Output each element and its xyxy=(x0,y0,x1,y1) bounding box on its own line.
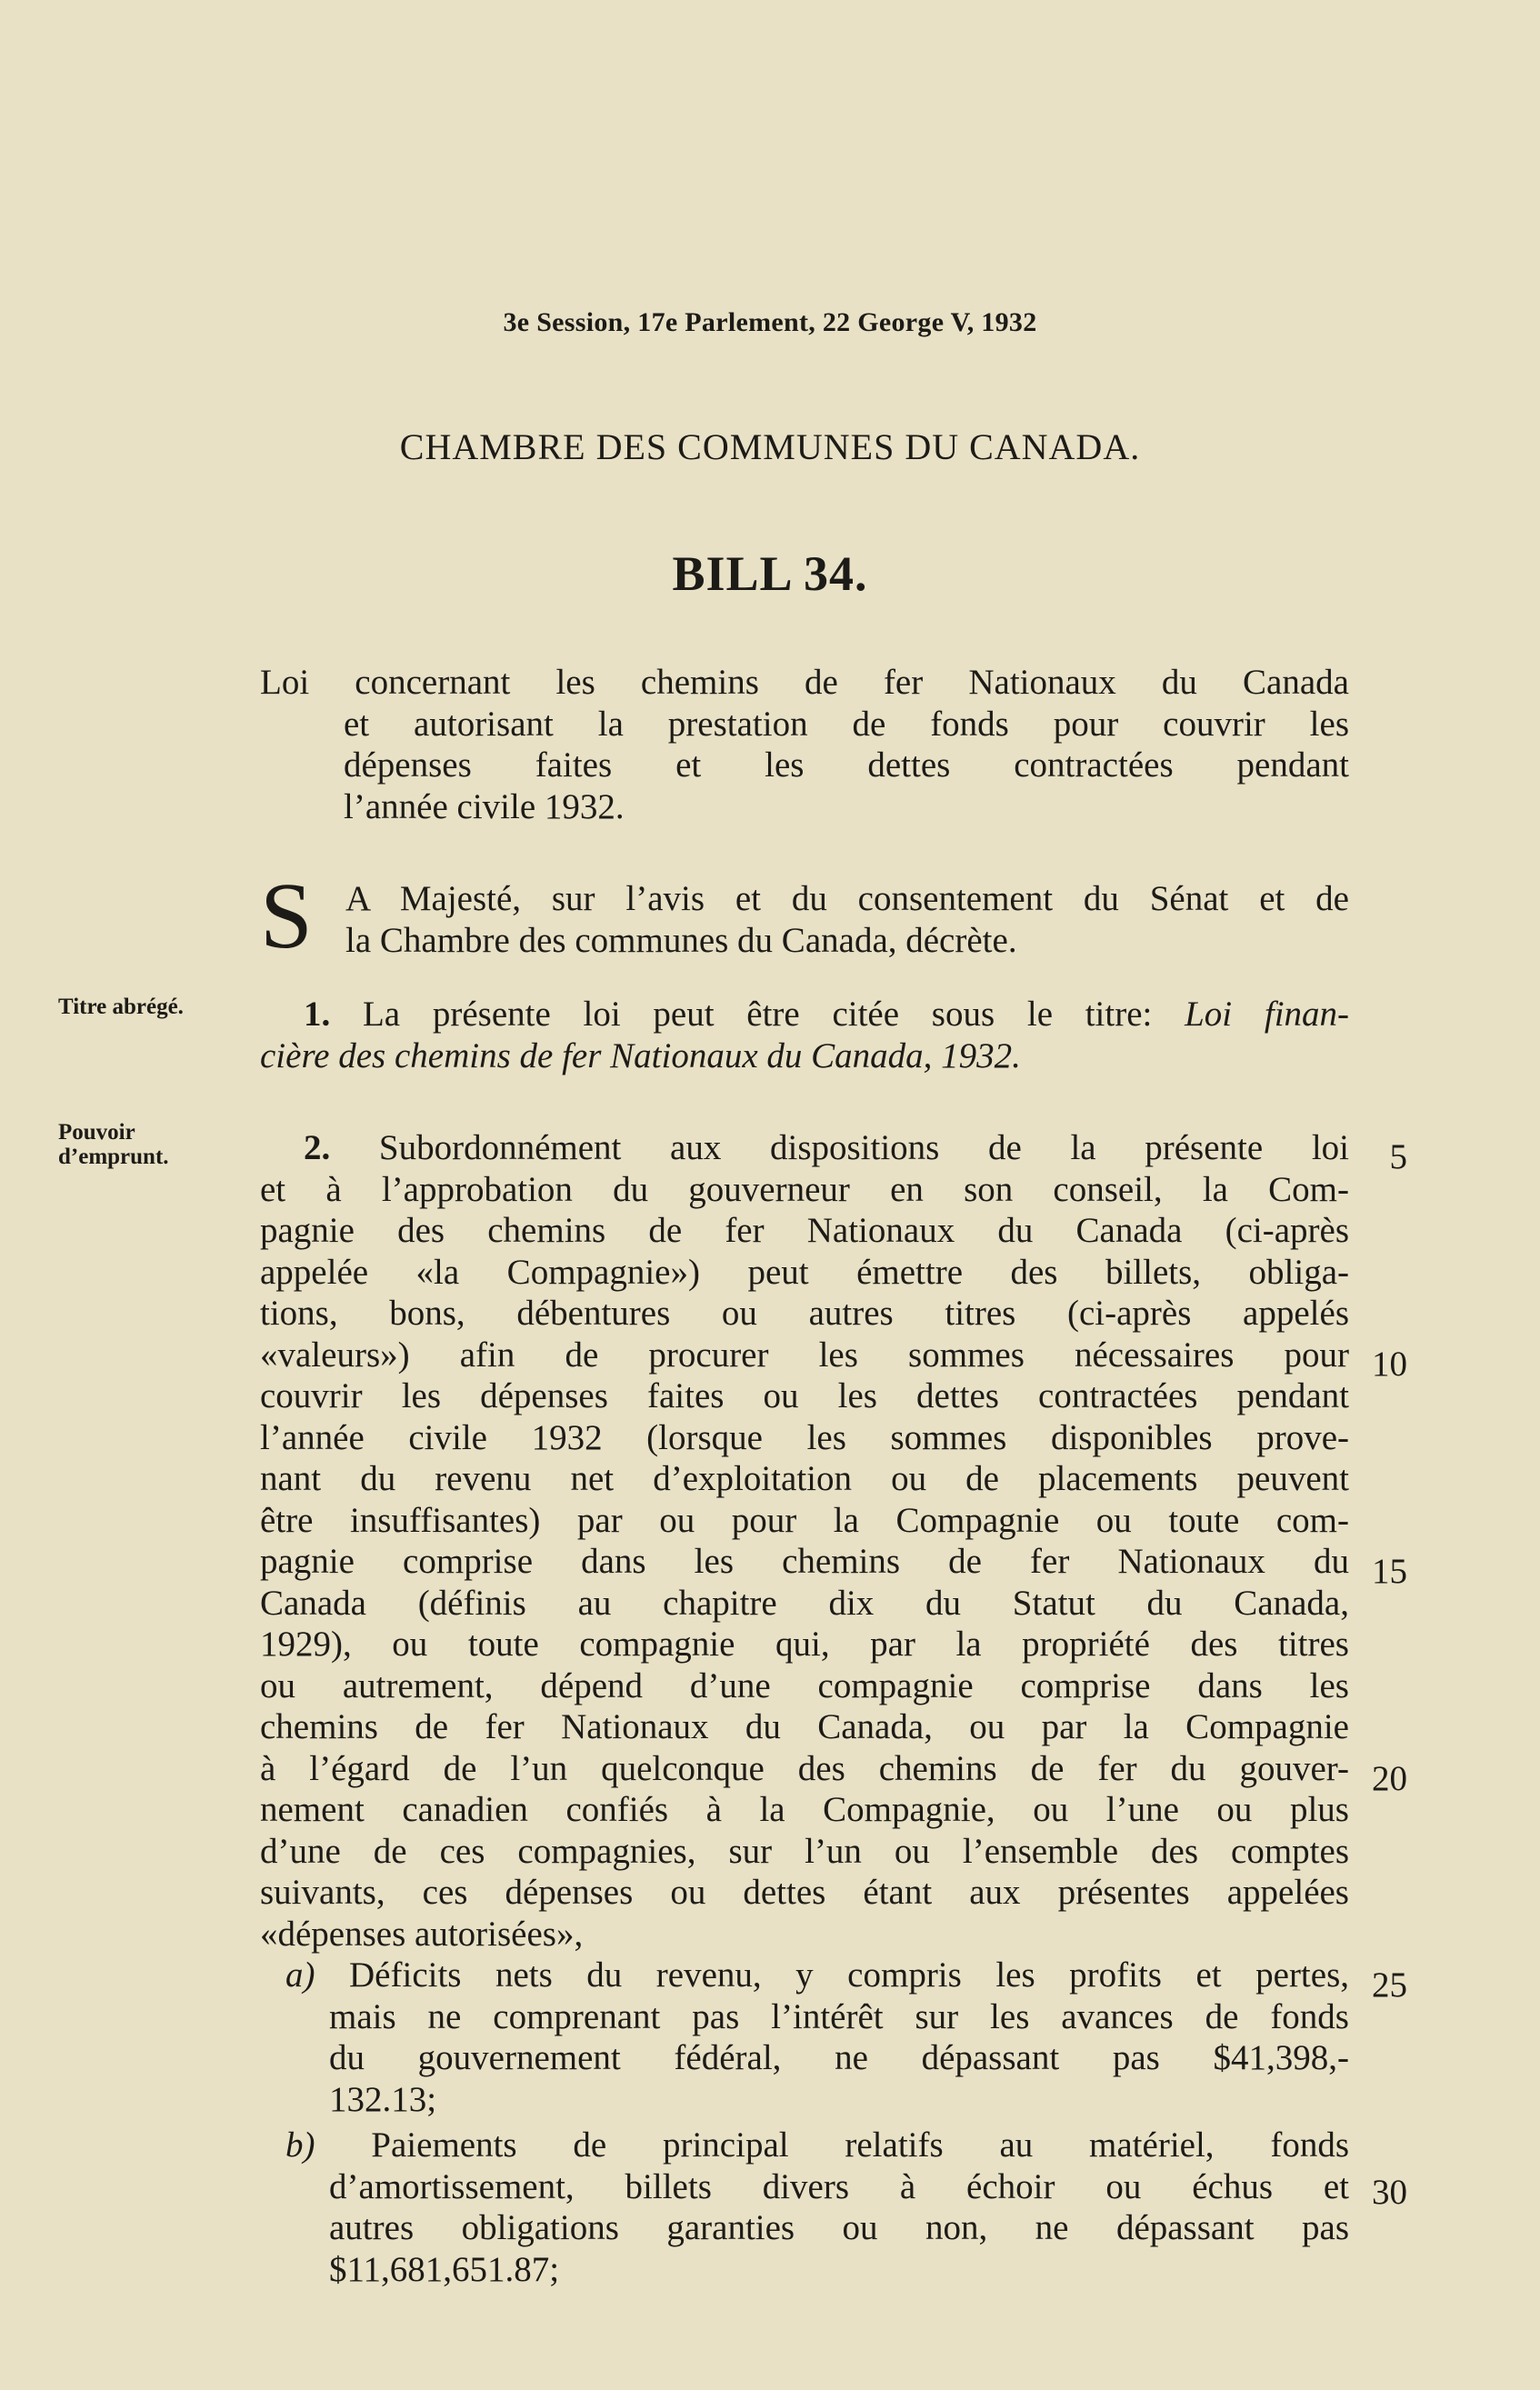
section-1 xyxy=(260,994,1349,1076)
section-line: à l’égard de l’un quelconque des chemins de fer du gouver- xyxy=(260,1748,1349,1788)
line-number: 5 xyxy=(1389,1137,1407,1176)
enacting-line: A Majesté, sur l’avis et du consentement du Sénat et de xyxy=(345,879,1349,918)
section-2 xyxy=(260,1127,1349,1955)
paragraph-text: Paiements de principal relatifs au matériel, fonds xyxy=(371,2125,1350,2165)
section-number: 1. xyxy=(304,995,331,1034)
section-line: appelée «la Compagnie») peut émettre des billets, obliga- xyxy=(260,1252,1349,1292)
section-line: pagnie comprise dans les chemins de fer Nationaux du xyxy=(260,1542,1349,1581)
paragraph-a xyxy=(285,1955,1349,2120)
marginal-note-line: d’emprunt. xyxy=(58,1145,169,1169)
paragraph-b xyxy=(285,2125,1349,2290)
section-line: nement canadien confiés à la Compagnie, ou l’une ou plus xyxy=(260,1790,1349,1829)
marginal-note-line: Pouvoir xyxy=(58,1120,135,1145)
section-line: Canada (définis au chapitre dix du Statut du Canada, xyxy=(260,1583,1349,1623)
section-text: La présente loi peut être citée sous le titre: xyxy=(362,995,1153,1034)
paragraph-line: d’amortissement, billets divers à échoir ou échus et xyxy=(329,2166,1349,2206)
line-number: 15 xyxy=(1372,1552,1407,1591)
section-line: être insuffisantes) par ou pour la Compagnie ou toute com- xyxy=(260,1500,1349,1540)
section-line: nant du revenu net d’exploitation ou de placements peuvent xyxy=(260,1459,1349,1498)
paragraph-line xyxy=(285,2125,1349,2166)
line-number: 25 xyxy=(1372,1965,1407,2005)
paragraph-line: 132.13; xyxy=(329,2079,437,2119)
section-line: ou autrement, dépend d’une compagnie comprise dans les xyxy=(260,1665,1349,1705)
enacting-line: la Chambre des communes du Canada, décrète. xyxy=(345,920,1017,960)
section-line: chemins de fer Nationaux du Canada, ou par la Compagnie xyxy=(260,1707,1349,1746)
short-title-italic: cière des chemins de fer Nationaux du Canada, 1932. xyxy=(260,1035,1021,1075)
paragraph-text: Déficits nets du revenu, y compris les profits et pertes, xyxy=(349,1955,1350,1995)
chamber-heading: CHAMBRE DES COMMUNES DU CANADA. xyxy=(399,426,1141,467)
section-line: tions, bons, débentures ou autres titres (ci-après appelés xyxy=(260,1294,1349,1333)
paragraph-line: mais ne comprenant pas l’intérêt sur les avances de fonds xyxy=(329,1996,1349,2036)
section-line: «valeurs») afin de procurer les sommes nécessaires pour xyxy=(260,1335,1349,1375)
paragraph-line xyxy=(285,1955,1349,1996)
title-line: Loi concernant les chemins de fer Nationaux du Canada xyxy=(260,663,1349,702)
title-line: et autorisant la prestation de fonds pour couvrir les xyxy=(344,704,1349,744)
line-number: 10 xyxy=(1372,1345,1407,1384)
section-number: 2. xyxy=(304,1128,331,1167)
section-line: suivants, ces dépenses ou dettes étant aux présentes appelées xyxy=(260,1873,1349,1912)
line-number: 20 xyxy=(1372,1759,1407,1798)
marginal-note-borrowing-power xyxy=(58,1120,169,1169)
title-line: l’année civile 1932. xyxy=(344,786,625,826)
session-heading: 3e Session, 17e Parlement, 22 George V, 1932 xyxy=(503,307,1037,337)
line-number: 30 xyxy=(1372,2173,1407,2212)
section-line: d’une de ces compagnies, sur l’un ou l’ensemble des comptes xyxy=(260,1831,1349,1871)
marginal-note-short-title: Titre abrégé. xyxy=(58,995,184,1019)
section-line: pagnie des chemins de fer Nationaux du Canada (ci-après xyxy=(260,1211,1349,1250)
title-line: dépenses faites et les dettes contractées pendant xyxy=(344,745,1349,785)
enacting-clause xyxy=(345,878,1349,961)
section-line xyxy=(260,1127,1349,1169)
bill-long-title xyxy=(260,662,1349,827)
section-line: et à l’approbation du gouverneur en son conseil, la Com- xyxy=(260,1169,1349,1209)
section-line: 1929), ou toute compagnie qui, par la propriété des titres xyxy=(260,1625,1349,1664)
section-line: «dépenses autorisées», xyxy=(260,1914,584,1954)
paragraph-line: du gouvernement fédéral, ne dépassant pas $41,398,- xyxy=(329,2038,1349,2077)
drop-cap: S xyxy=(260,864,313,968)
paragraph-label: b) xyxy=(285,2125,315,2165)
section-line: couvrir les dépenses faites ou les dettes contractées pendant xyxy=(260,1376,1349,1415)
section-line xyxy=(260,994,1349,1035)
paragraph-line: autres obligations garanties ou non, ne dépassant pas xyxy=(329,2208,1349,2247)
section-line: l’année civile 1932 (lorsque les sommes disponibles prove- xyxy=(260,1417,1349,1457)
paragraph-label: a) xyxy=(285,1955,315,1995)
section-line xyxy=(260,1035,1349,1077)
bill-title: BILL 34. xyxy=(672,546,868,601)
paragraph-line: $11,681,651.87; xyxy=(329,2249,560,2289)
section-text: Subordonnément aux dispositions de la présente loi xyxy=(378,1128,1349,1167)
short-title-italic: Loi finan- xyxy=(1185,995,1350,1034)
